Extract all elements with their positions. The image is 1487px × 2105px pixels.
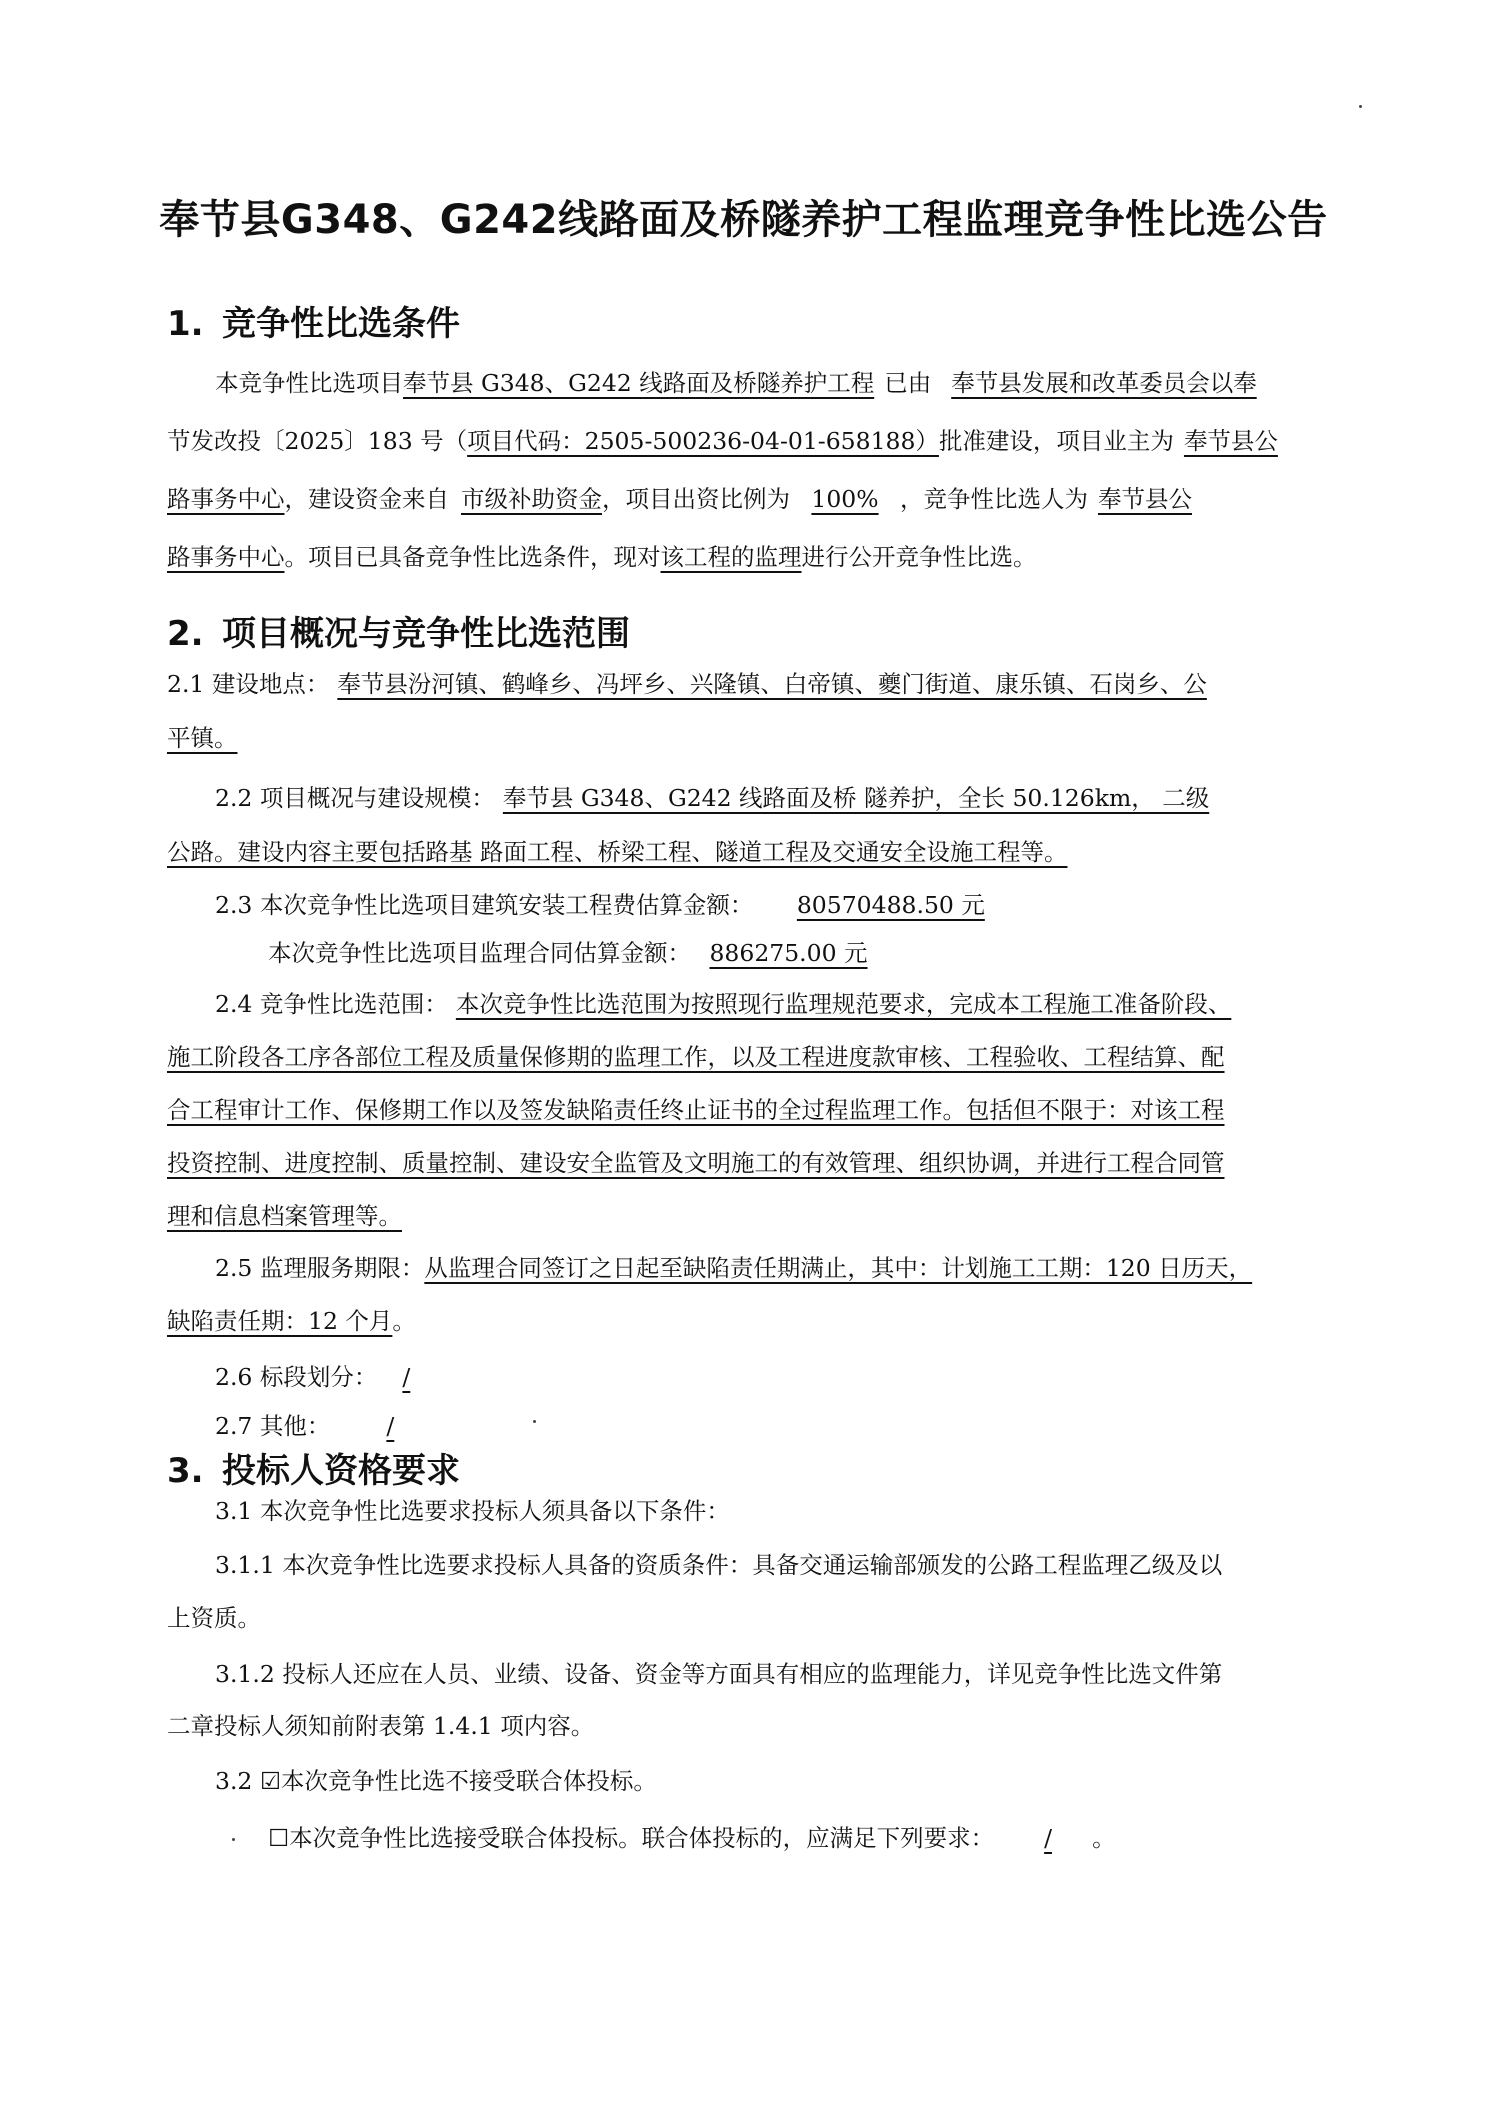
service-period: 从监理合同签订之日起至缺陷责任期满止，其中：计划施工工期：120 日历天， (424, 1254, 1253, 1282)
project-scale: 奉节县 G348、G242 线路面及桥 隧养护，全长 50.126km， 二级 (502, 784, 1210, 812)
item-text: 二章投标人须知前附表第 1.4.1 项内容。 (167, 1712, 595, 1740)
document-title: 奉节县G348、G242线路面及桥隧养护工程监理竞争性比选公告 (159, 197, 1328, 243)
item-label: 2.5 监理服务期限： (215, 1254, 425, 1282)
item-label: 本次竞争性比选项目监理合同估算金额： (268, 939, 691, 967)
selection-scope: 本次竞争性比选范围为按照现行监理规范要求，完成本工程施工准备阶段、 (455, 990, 1232, 1018)
item-3-1-2 (215, 1658, 1400, 1690)
item-label: 3.2 (215, 1767, 260, 1795)
text: ，竞争性比选人为 (900, 485, 1088, 513)
section-number: 1. (167, 304, 204, 344)
item-2-4-cont (167, 1147, 1352, 1179)
item-3-2-option-2 (268, 1822, 1453, 1854)
item-3-1-1 (215, 1549, 1400, 1581)
text: 节发改投〔2025〕183 号（ (167, 427, 468, 455)
item-3-1-1-cont (167, 1602, 1352, 1634)
joint-bid-requirement-value: / (1044, 1824, 1053, 1852)
project-scale: 公路。建设内容主要包括路基 路面工程、桥梁工程、隧道工程及交通安全设施工程等。 (167, 838, 1068, 866)
section-title: 投标人资格要求 (222, 1451, 460, 1491)
item-label: 2.7 其他： (215, 1412, 331, 1440)
item-2-3-b (268, 937, 1453, 969)
item-text: 上资质。 (167, 1604, 261, 1632)
item-2-7 (215, 1410, 1400, 1442)
selection-object: 该工程的监理 (660, 543, 802, 571)
text: 本竞争性比选项目 (215, 369, 403, 397)
item-2-5-cont (167, 1305, 1352, 1337)
construction-location: 平镇。 (167, 724, 238, 752)
defect-liability-period: 缺陷责任期：12 个月 (167, 1307, 393, 1335)
other-value: / (386, 1412, 395, 1440)
item-2-2 (215, 782, 1400, 814)
option-text: 本次竞争性比选不接受联合体投标。 (280, 1767, 657, 1795)
checked-box-icon: ☑ (259, 1767, 281, 1795)
s1-paragraph-line-3 (167, 483, 1352, 515)
item-2-1 (167, 668, 1352, 700)
option-text: 本次竞争性比选接受联合体投标。联合体投标的，应满足下列要求： (289, 1824, 995, 1852)
scan-speck (533, 1420, 536, 1423)
item-2-1-cont (167, 722, 1352, 754)
item-2-6 (215, 1361, 1400, 1393)
project-owner: 奉节县公 (1183, 427, 1278, 455)
text: 已由 (884, 369, 932, 397)
selection-scope: 投资控制、进度控制、质量控制、建设安全监管及文明施工的有效管理、组织协调，并进行工程合同管 (167, 1149, 1225, 1177)
item-text: 3.1 本次竞争性比选要求投标人须具备以下条件： (215, 1497, 730, 1525)
item-2-4-cont (167, 1041, 1352, 1073)
item-2-2-cont (167, 836, 1352, 868)
item-label: 2.6 标段划分： (215, 1363, 378, 1391)
item-3-1-2-cont (167, 1710, 1352, 1742)
supervision-contract-estimate: 886275.00 元 (709, 939, 868, 967)
item-label: 2.1 建设地点： (167, 670, 330, 698)
approval-authority: 奉节县发展和改革委员会以奉 (951, 369, 1257, 397)
text: 。 (1092, 1824, 1116, 1852)
scan-speck (1359, 105, 1362, 108)
section-number: 3. (167, 1451, 204, 1491)
project-owner: 路事务中心 (167, 485, 285, 513)
text: 。项目已具备竞争性比选条件，现对 (284, 543, 661, 571)
selection-scope: 施工阶段各工序各部位工程及质量保修期的监理工作，以及工程进度款审核、工程验收、工程结算、配 (167, 1043, 1225, 1071)
item-2-4-cont (167, 1200, 1352, 1232)
item-text: 3.1.2 投标人还应在人员、业绩、设备、资金等方面具有相应的监理能力，详见竞争性比选文件第 (215, 1660, 1223, 1688)
section-number: 2. (167, 614, 204, 654)
lot-division-value: / (402, 1363, 411, 1391)
section-2-heading (167, 606, 630, 655)
funding-source: 市级补助资金 (461, 485, 602, 513)
project-code: 项目代码：2505-500236-04-01-658188） (467, 427, 939, 455)
funding-ratio: 100% (811, 485, 879, 513)
selection-scope: 合工程审计工作、保修期工作以及签发缺陷责任终止证书的全过程监理工作。包括但不限于：对该工程 (167, 1096, 1225, 1124)
item-2-3 (215, 889, 1400, 921)
item-3-2 (215, 1765, 1400, 1797)
text: ，建设资金来自 (284, 485, 449, 513)
text: ，项目出资比例为 (602, 485, 790, 513)
item-2-4 (215, 988, 1400, 1020)
section-3-heading (167, 1443, 460, 1492)
text: 批准建设，项目业主为 (938, 427, 1174, 455)
item-3-1 (215, 1495, 1400, 1527)
item-label: 2.4 竞争性比选范围： (215, 990, 448, 1018)
text: 。 (392, 1307, 416, 1335)
project-name: 奉节县 G348、G242 线路面及桥隧养护工程 (403, 369, 875, 397)
section-1-heading (167, 296, 460, 345)
s1-paragraph-line-1 (215, 367, 1400, 399)
item-2-5 (215, 1252, 1400, 1284)
item-label: 2.2 项目概况与建设规模： (215, 784, 495, 812)
scan-speck (232, 1838, 235, 1841)
unchecked-box-icon: ☐ (268, 1824, 290, 1852)
s1-paragraph-line-2 (167, 425, 1352, 457)
item-label: 2.3 本次竞争性比选项目建筑安装工程费估算金额： (215, 891, 754, 919)
selection-scope: 理和信息档案管理等。 (167, 1202, 402, 1230)
s1-paragraph-line-4 (167, 541, 1352, 573)
selector-name: 奉节县公 (1098, 485, 1192, 513)
section-title: 项目概况与竞争性比选范围 (222, 614, 630, 654)
text: 进行公开竞争性比选。 (801, 543, 1037, 571)
item-text: 3.1.1 本次竞争性比选要求投标人具备的资质条件：具备交通运输部颁发的公路工程监理乙级及以 (215, 1551, 1223, 1579)
section-title: 竞争性比选条件 (222, 304, 460, 344)
selector-name: 路事务中心 (167, 543, 285, 571)
construction-location: 奉节县汾河镇、鹤峰乡、冯坪乡、兴隆镇、白帝镇、夔门街道、康乐镇、石岗乡、公 (337, 670, 1207, 698)
item-2-4-cont (167, 1094, 1352, 1126)
construction-cost-estimate: 80570488.50 元 (796, 891, 985, 919)
